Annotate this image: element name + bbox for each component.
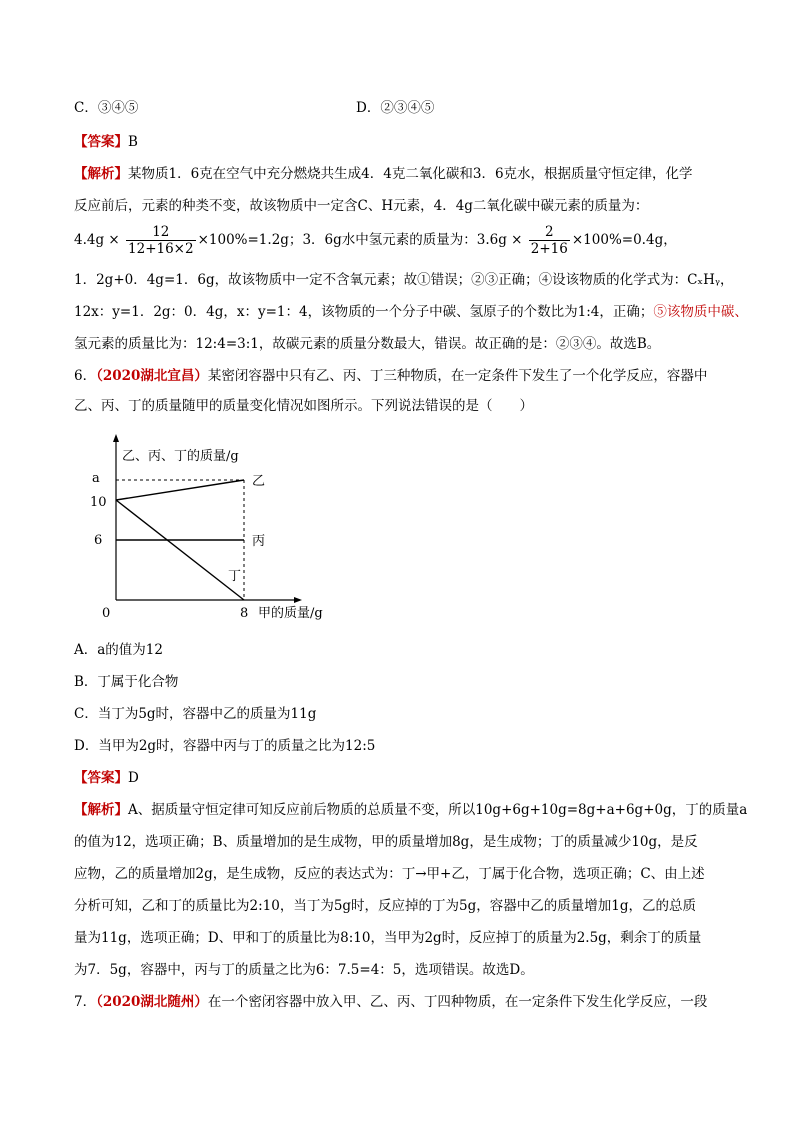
x-tick-label: 0 [102, 606, 111, 621]
q5-options-row [74, 98, 435, 118]
series-label: 丙 [252, 534, 266, 549]
q6-analysis-line-4: 分析可知，乙和丁的质量比为2:10，当丁为5g时，反应掉的丁为5g，容器中乙的质量增加1g，乙的总质 [74, 898, 697, 914]
x-axis-label: 甲的质量/g [258, 606, 323, 621]
q5-analysis-line-2: 反应前后，元素的种类不变，故该物质中一定含C、H元素，4．4g二氧化碳中碳元素的质量为： [74, 198, 649, 214]
q5-answer [74, 132, 138, 152]
q5-option-d: D．②③④⑤ [356, 100, 435, 116]
q6-analysis-line-1: 【解析】A、据质量守恒定律可知反应前后物质的总质量不变，所以10g+6g+10g=8g+a+6g+0g，丁的质量a [74, 802, 748, 818]
q5-analysis-line-4: 12x：y=1．2g：0．4g，x：y=1：4，该物质的一个分子中碳、氢原子的个数比为1:4，正确；⑤该物质中碳、 [74, 304, 748, 320]
q5-analysis-line-3: 1．2g+0．4g=1．6g，故该物质中一定不含氧元素；故①错误；②③正确；④设该物质的化学式为：CₓHᵧ， [74, 272, 734, 288]
q6-analysis-line-6: 为7．5g，容器中，丙与丁的质量之比为6：7.5=4：5，选项错误。故选D。 [74, 962, 534, 978]
q7-stem-line-1: 7．（2020湖北随州）在一个密闭容器中放入甲、乙、丙、丁四种物质，在一定条件下发生化学反应，一段 [74, 994, 708, 1010]
q6-option-a: A．a的值为12 [74, 642, 163, 658]
analysis-label: 【解析】 [74, 802, 128, 818]
q6-number: 6． [74, 368, 97, 384]
q6-analysis-line-3: 应物，乙的质量增加2g，是生成物，反应的表达式为：丁→甲+乙，丁属于化合物，选项正确；C、由上述 [74, 866, 705, 882]
x-axis-arrow [294, 597, 302, 603]
q6-analysis-line-2: 的值为12，选项正确；B、质量增加的是生成物，甲的质量增加8g，是生成物；丁的质量减少10g，是反 [74, 834, 698, 850]
y-axis-arrow [113, 434, 119, 442]
q6-stem-line-2: 乙、丙、丁的质量随甲的质量变化情况如图所示。下列说法错误的是（ ） [74, 398, 533, 414]
series-label: 丁 [228, 569, 242, 584]
q5-analysis-line-5: 氢元素的质量比为：12:4=3:1，故碳元素的质量分数最大，错误。故正确的是：②③④。故选B。 [74, 336, 661, 352]
formula-fraction-2: $\frac{2}{2+16}$ [530, 224, 568, 257]
q6-source: （2020湖北宜昌） [96, 368, 208, 384]
formula-fraction-1: $\frac{12}{12+16\times 2}$ [128, 224, 194, 257]
q6-option-b: B．丁属于化合物 [74, 674, 179, 690]
y-tick-label: 6 [94, 533, 103, 548]
x-tick-label: 8 [240, 606, 249, 621]
answer-value: D [128, 770, 139, 786]
q6-answer [74, 768, 139, 788]
q7-source: （2020湖北随州） [96, 994, 208, 1010]
q7-number: 7． [74, 994, 97, 1010]
answer-value: B [128, 134, 138, 150]
answer-label: 【答案】 [74, 134, 128, 150]
q5-formula-line: 4.4g × $\frac{12}{12+16\times 2}$ ×100%=1.2g；3．6g水中氢元素的质量为：3.6g × $\frac{2}{2+16}$ ×100%=0.4g， [74, 224, 677, 257]
q5-analysis-line-1: 【解析】某物质1．6克在空气中充分燃烧共生成4．4克二氧化碳和3．6克水，根据质量守恒定律，化学 [74, 166, 693, 182]
series-label: 乙 [252, 474, 266, 489]
y-tick-label: a [92, 471, 100, 486]
y-tick-label: 10 [90, 495, 107, 510]
y-axis-label: 乙、丙、丁的质量/g [122, 449, 239, 464]
q6-option-c: C．当丁为5g时，容器中乙的质量为11g [74, 706, 317, 722]
series-line-乙 [116, 480, 244, 500]
q6-option-d: D．当甲为2g时，容器中丙与丁的质量之比为12:5 [74, 738, 376, 754]
series-line-丁 [116, 500, 244, 600]
q6-chart [74, 432, 323, 622]
analysis-label: 【解析】 [74, 166, 128, 182]
q6-stem-line-1: 6．（2020湖北宜昌）某密闭容器中只有乙、丙、丁三种物质，在一定条件下发生了一个化学反应，容器中 [74, 368, 708, 384]
q5-option-c: C．③④⑤ [74, 100, 139, 116]
q6-analysis-line-5: 量为11g，选项正确；D、甲和丁的质量比为8:10，当甲为2g时，反应掉丁的质量为2.5g，剩余丁的质量 [74, 930, 702, 946]
answer-label: 【答案】 [74, 770, 128, 786]
